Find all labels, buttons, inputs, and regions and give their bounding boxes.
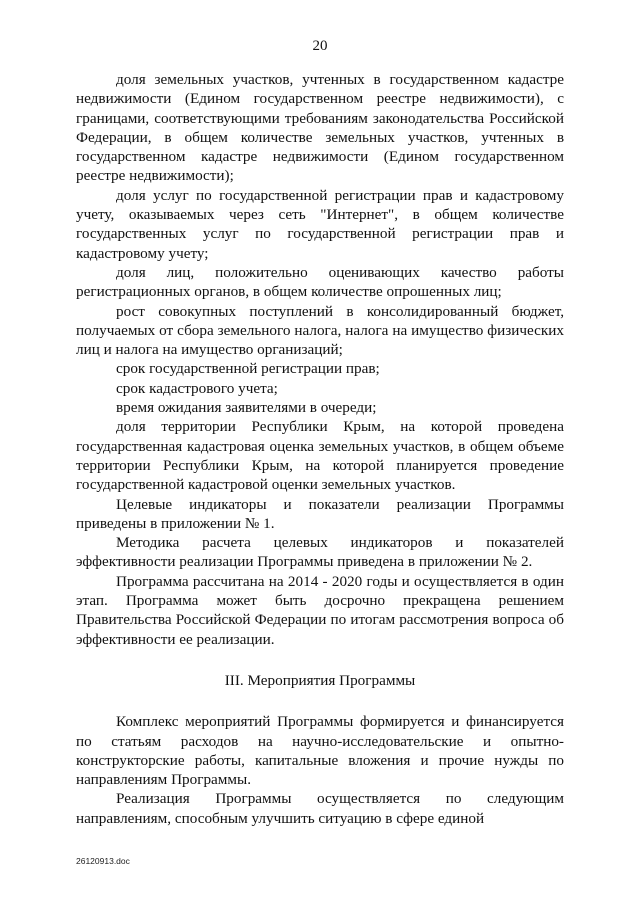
paragraph: Методика расчета целевых индикаторов и показателей эффективности реализации Программы приведена в приложении № 2. xyxy=(76,534,564,571)
paragraph: доля услуг по государственной регистрации прав и кадастровому учету, оказываемых через сеть "Интернет", в общем количестве государственных услуг по государственной регистрации прав и кадастровому учету; xyxy=(76,186,564,262)
section-heading: III. Мероприятия Программы xyxy=(224,671,416,689)
paragraph: доля лиц, положительно оценивающих качество работы регистрационных органов, в общем количестве опрошенных лиц; xyxy=(76,263,564,301)
paragraph: Реализация Программы осуществляется по следующим направлениям, способным улучшить ситуацию в сфере единой xyxy=(76,790,564,827)
paragraph: доля территории Республики Крым, на которой проведена государственная кадастровая оценка земельных участков, в общем объеме территории Республики Крым, на которой планируется проведение государственной кадастровой оценки земельных участков. xyxy=(76,418,564,494)
paragraph: срок кадастрового учета; xyxy=(116,379,278,397)
paragraph: доля земельных участков, учтенных в государственном кадастре недвижимости (Едином государственном реестре недвижимости), с границами, соответствующими требованиям законодательства Российской Федерации, в общем количестве земельных участков, учтенных в государственном кадастре недвижимости (Едином государственном реестре недвижимости); xyxy=(76,71,564,185)
paragraph: срок государственной регистрации прав; xyxy=(116,360,380,378)
paragraph: рост совокупных поступлений в консолидированный бюджет, получаемых от сбора земельного налога, налога на имущество физических лиц и налога на имущество организаций; xyxy=(76,302,564,359)
paragraph: Комплекс мероприятий Программы формируется и финансируется по статьям расходов на научно-исследовательские и опытно-конструкторские работы, капитальные вложения и прочие нужды по направлениям Программы. xyxy=(76,713,564,789)
paragraph: Целевые индикаторы и показатели реализации Программы приведены в приложении № 1. xyxy=(76,495,564,532)
footer-filename: 26120913.doc xyxy=(76,856,130,866)
page-number: 20 xyxy=(312,38,328,54)
paragraph: Программа рассчитана на 2014 - 2020 годы и осуществляется в один этап. Программа может быть досрочно прекращена решением Правительства Российской Федерации по итогам рассмотрения вопроса об эффективности ее реализации. xyxy=(76,572,564,648)
paragraph: время ожидания заявителями в очереди; xyxy=(116,399,377,417)
document-body xyxy=(76,70,564,828)
